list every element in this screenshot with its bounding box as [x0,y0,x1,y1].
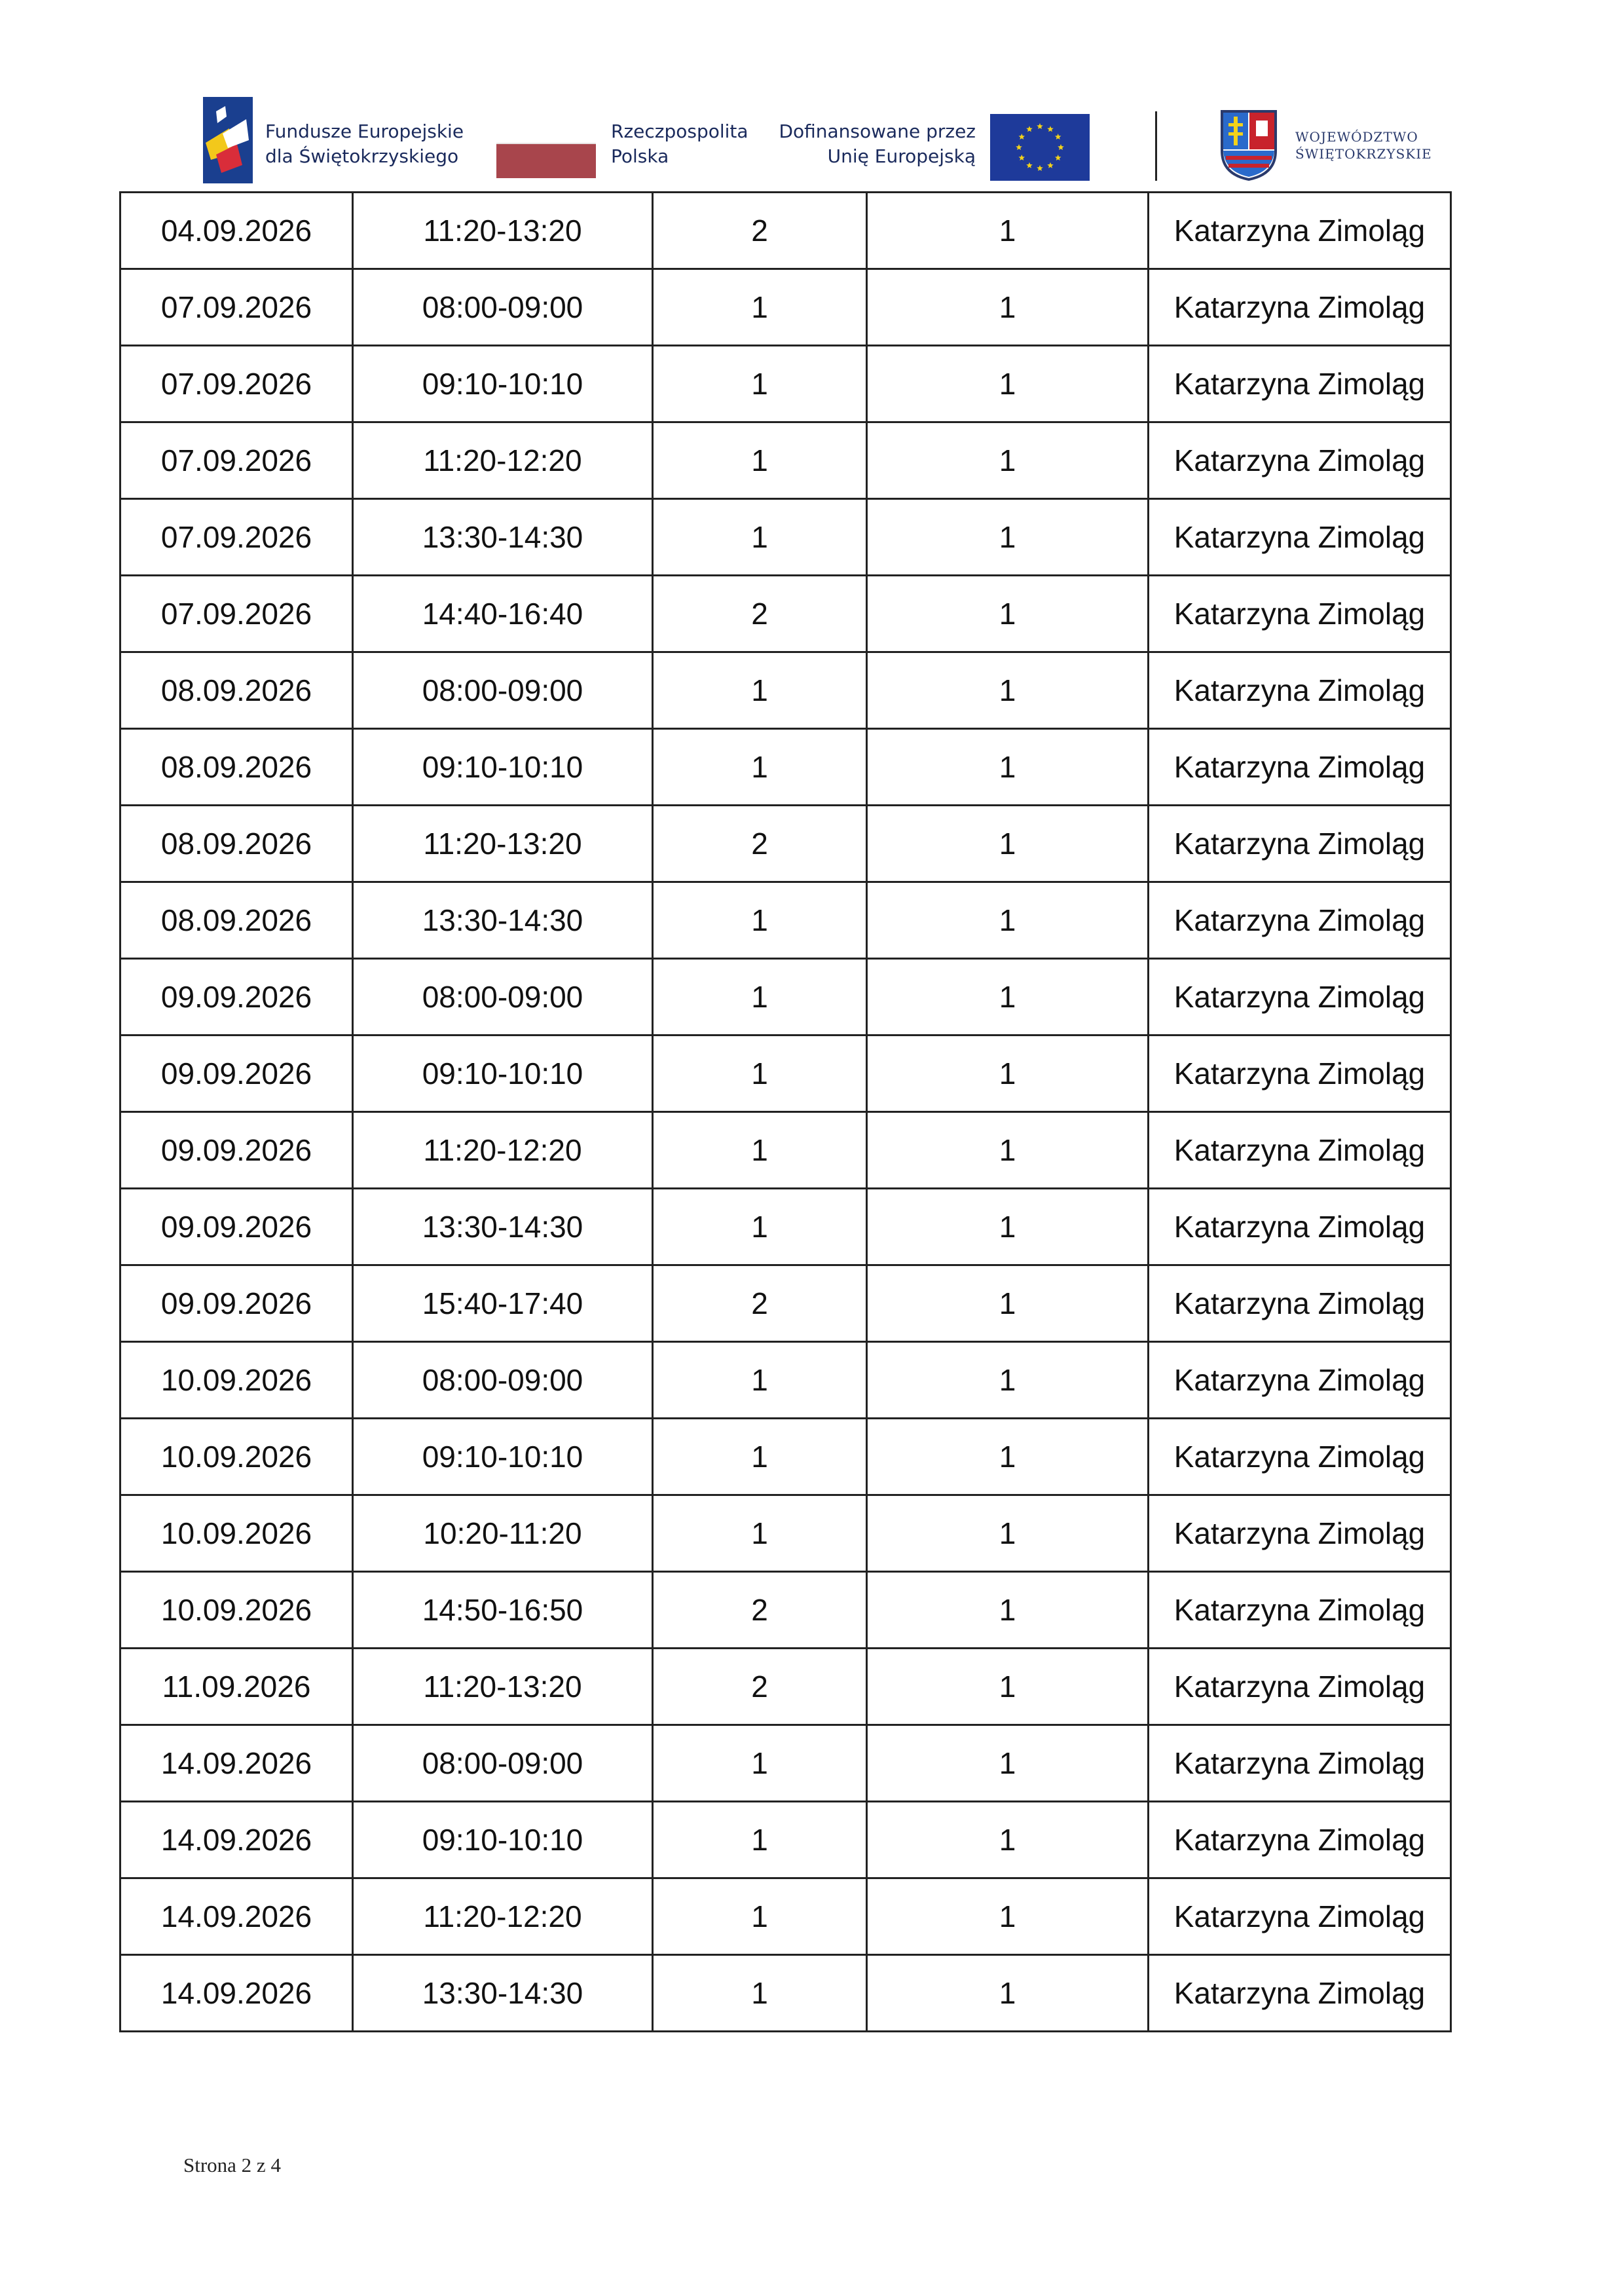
time-cell: 15:40-17:40 [353,1265,653,1342]
hours-cell: 2 [653,1265,867,1342]
trainer-cell: Katarzyna Zimoląg [1149,882,1451,959]
trainer-cell: Katarzyna Zimoląg [1149,1878,1451,1955]
time-cell: 14:50-16:50 [353,1572,653,1649]
trainer-cell: Katarzyna Zimoląg [1149,1189,1451,1265]
hours-cell: 1 [653,1495,867,1572]
trainer-cell: Katarzyna Zimoląg [1149,499,1451,576]
hours-cell: 1 [653,422,867,499]
trainer-cell: Katarzyna Zimoląg [1149,1649,1451,1725]
table-row [120,499,1451,576]
table-row [120,1265,1451,1342]
hours-cell: 1 [653,1419,867,1495]
group-cell: 1 [867,1036,1149,1112]
date-cell: 08.09.2026 [120,882,353,959]
ue-line-1: Dofinansowane przez [779,121,976,142]
rzeczpospolita-text [611,119,748,169]
hours-cell: 2 [653,193,867,269]
group-cell: 1 [867,729,1149,806]
rp-line-2: Polska [611,145,669,167]
wojewodztwo-text [1295,128,1432,162]
time-cell: 09:10-10:10 [353,729,653,806]
date-cell: 10.09.2026 [120,1419,353,1495]
trainer-cell: Katarzyna Zimoląg [1149,422,1451,499]
group-cell: 1 [867,1112,1149,1189]
trainer-cell: Katarzyna Zimoląg [1149,269,1451,346]
trainer-cell: Katarzyna Zimoląg [1149,1036,1451,1112]
time-cell: 08:00-09:00 [353,269,653,346]
ue-line-2: Unię Europejską [827,145,976,167]
time-cell: 11:20-12:20 [353,1112,653,1189]
dofinansowane-text [753,119,976,169]
table-row [120,1725,1451,1802]
trainer-cell: Katarzyna Zimoląg [1149,193,1451,269]
table-row [120,1802,1451,1878]
date-cell: 10.09.2026 [120,1495,353,1572]
trainer-cell: Katarzyna Zimoląg [1149,346,1451,422]
group-cell: 1 [867,1878,1149,1955]
group-cell: 1 [867,1419,1149,1495]
hours-cell: 1 [653,499,867,576]
group-cell: 1 [867,422,1149,499]
date-cell: 07.09.2026 [120,422,353,499]
date-cell: 07.09.2026 [120,269,353,346]
trainer-cell: Katarzyna Zimoląg [1149,1342,1451,1419]
page-number: Strona 2 z 4 [183,2154,281,2176]
group-cell: 1 [867,1802,1149,1878]
logo-header [0,0,1624,196]
date-cell: 14.09.2026 [120,1802,353,1878]
group-cell: 1 [867,959,1149,1036]
time-cell: 09:10-10:10 [353,346,653,422]
group-cell: 1 [867,1495,1149,1572]
hours-cell: 1 [653,346,867,422]
date-cell: 09.09.2026 [120,1189,353,1265]
hours-cell: 1 [653,1725,867,1802]
date-cell: 09.09.2026 [120,1265,353,1342]
date-cell: 09.09.2026 [120,1112,353,1189]
polish-flag-icon [496,143,596,178]
trainer-cell: Katarzyna Zimoląg [1149,576,1451,652]
hours-cell: 1 [653,1342,867,1419]
time-cell: 08:00-09:00 [353,652,653,729]
fe-line-2: dla Świętokrzyskiego [265,145,459,167]
table-row [120,1419,1451,1495]
date-cell: 09.09.2026 [120,959,353,1036]
hours-cell: 1 [653,1802,867,1878]
sw-line-1: WOJEWÓDZTWO [1295,129,1418,145]
time-cell: 11:20-12:20 [353,1878,653,1955]
hours-cell: 2 [653,1572,867,1649]
date-cell: 07.09.2026 [120,346,353,422]
date-cell: 08.09.2026 [120,729,353,806]
group-cell: 1 [867,1649,1149,1725]
table-row [120,959,1451,1036]
table-row [120,882,1451,959]
trainer-cell: Katarzyna Zimoląg [1149,652,1451,729]
date-cell: 09.09.2026 [120,1036,353,1112]
group-cell: 1 [867,1725,1149,1802]
table-row [120,652,1451,729]
hours-cell: 2 [653,806,867,882]
table-row [120,1495,1451,1572]
hours-cell: 1 [653,882,867,959]
hours-cell: 1 [653,652,867,729]
group-cell: 1 [867,1342,1149,1419]
trainer-cell: Katarzyna Zimoląg [1149,806,1451,882]
table-row [120,729,1451,806]
date-cell: 04.09.2026 [120,193,353,269]
time-cell: 08:00-09:00 [353,959,653,1036]
hours-cell: 1 [653,1189,867,1265]
table-row [120,1036,1451,1112]
trainer-cell: Katarzyna Zimoląg [1149,1495,1451,1572]
eu-flag-icon [990,114,1090,181]
time-cell: 13:30-14:30 [353,1955,653,2032]
time-cell: 14:40-16:40 [353,576,653,652]
date-cell: 07.09.2026 [120,499,353,576]
trainer-cell: Katarzyna Zimoląg [1149,959,1451,1036]
trainer-cell: Katarzyna Zimoląg [1149,1572,1451,1649]
table-row [120,269,1451,346]
group-cell: 1 [867,652,1149,729]
table-row [120,1955,1451,2032]
trainer-cell: Katarzyna Zimoląg [1149,1802,1451,1878]
group-cell: 1 [867,1572,1149,1649]
rp-line-1: Rzeczpospolita [611,121,748,142]
date-cell: 11.09.2026 [120,1649,353,1725]
date-cell: 10.09.2026 [120,1342,353,1419]
hours-cell: 1 [653,959,867,1036]
schedule-table-body [120,193,1451,2032]
time-cell: 11:20-12:20 [353,422,653,499]
date-cell: 08.09.2026 [120,652,353,729]
hours-cell: 2 [653,1649,867,1725]
trainer-cell: Katarzyna Zimoląg [1149,729,1451,806]
group-cell: 1 [867,806,1149,882]
hours-cell: 1 [653,1112,867,1189]
time-cell: 13:30-14:30 [353,882,653,959]
schedule-table [119,191,1452,2032]
group-cell: 1 [867,346,1149,422]
trainer-cell: Katarzyna Zimoląg [1149,1955,1451,2032]
time-cell: 11:20-13:20 [353,806,653,882]
fe-line-1: Fundusze Europejskie [265,121,464,142]
time-cell: 09:10-10:10 [353,1419,653,1495]
group-cell: 1 [867,576,1149,652]
date-cell: 14.09.2026 [120,1878,353,1955]
hours-cell: 1 [653,269,867,346]
table-row [120,576,1451,652]
table-row [120,1649,1451,1725]
group-cell: 1 [867,1189,1149,1265]
time-cell: 11:20-13:20 [353,193,653,269]
time-cell: 08:00-09:00 [353,1725,653,1802]
table-row [120,1878,1451,1955]
trainer-cell: Katarzyna Zimoląg [1149,1112,1451,1189]
date-cell: 07.09.2026 [120,576,353,652]
group-cell: 1 [867,193,1149,269]
fundusze-europejskie-logo-icon [203,97,253,183]
group-cell: 1 [867,269,1149,346]
table-row [120,1112,1451,1189]
hours-cell: 1 [653,1955,867,2032]
date-cell: 08.09.2026 [120,806,353,882]
time-cell: 09:10-10:10 [353,1036,653,1112]
time-cell: 13:30-14:30 [353,1189,653,1265]
time-cell: 11:20-13:20 [353,1649,653,1725]
table-row [120,1572,1451,1649]
fundusze-europejskie-text [265,119,464,169]
time-cell: 08:00-09:00 [353,1342,653,1419]
table-row [120,193,1451,269]
table-row [120,1189,1451,1265]
group-cell: 1 [867,882,1149,959]
trainer-cell: Katarzyna Zimoląg [1149,1725,1451,1802]
time-cell: 10:20-11:20 [353,1495,653,1572]
group-cell: 1 [867,1265,1149,1342]
time-cell: 09:10-10:10 [353,1802,653,1878]
table-row [120,422,1451,499]
date-cell: 14.09.2026 [120,1955,353,2032]
header-divider [1155,111,1157,181]
date-cell: 14.09.2026 [120,1725,353,1802]
trainer-cell: Katarzyna Zimoląg [1149,1419,1451,1495]
date-cell: 10.09.2026 [120,1572,353,1649]
table-row [120,806,1451,882]
hours-cell: 1 [653,1036,867,1112]
table-row [120,1342,1451,1419]
sw-line-2: ŚWIĘTOKRZYSKIE [1295,146,1432,162]
group-cell: 1 [867,1955,1149,2032]
table-row [120,346,1451,422]
hours-cell: 1 [653,1878,867,1955]
time-cell: 13:30-14:30 [353,499,653,576]
hours-cell: 1 [653,729,867,806]
group-cell: 1 [867,499,1149,576]
swietokrzyskie-crest-icon [1219,109,1278,182]
hours-cell: 2 [653,576,867,652]
trainer-cell: Katarzyna Zimoląg [1149,1265,1451,1342]
